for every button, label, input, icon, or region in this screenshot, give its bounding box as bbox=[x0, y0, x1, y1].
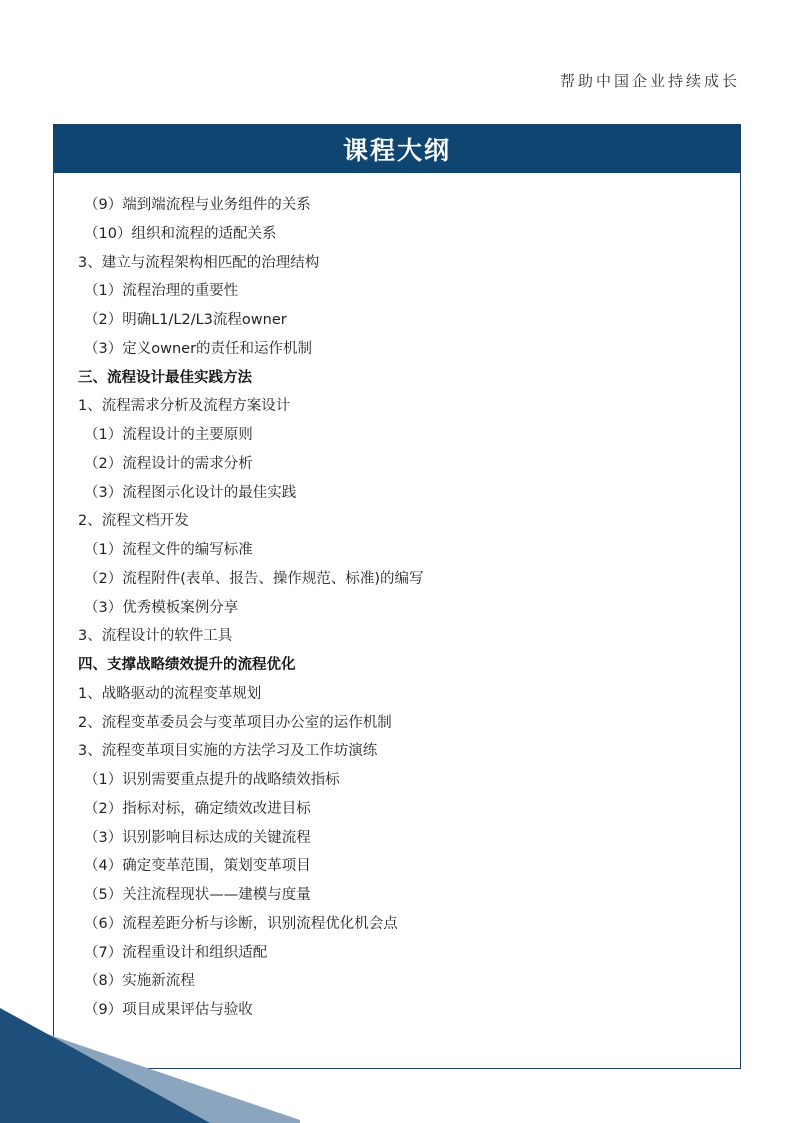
outline-item: 2、流程文档开发 bbox=[78, 513, 189, 530]
outline-item: （9）端到端流程与业务组件的关系 bbox=[84, 197, 311, 213]
outline-item: 1、流程需求分析及流程方案设计 bbox=[78, 398, 291, 415]
outline-item: （2）明确L1/L2/L3流程owner bbox=[84, 312, 287, 328]
outline-item: （7）流程重设计和组织适配 bbox=[84, 944, 268, 961]
outline-item: （5）关注流程现状——建模与度量 bbox=[84, 887, 311, 903]
outline-item: （2）流程附件(表单、报告、操作规范、标准)的编写 bbox=[84, 570, 424, 587]
outline-frame bbox=[53, 124, 741, 1069]
outline-item: 2、流程变革委员会与变革项目办公室的运作机制 bbox=[78, 714, 392, 731]
outline-item: （3）识别影响目标达成的关键流程 bbox=[84, 829, 311, 846]
outline-item: （1）流程治理的重要性 bbox=[84, 283, 239, 300]
outline-item: 3、流程设计的软件工具 bbox=[78, 628, 233, 645]
outline-item: （1）识别需要重点提升的战略绩效指标 bbox=[84, 772, 340, 788]
deco-dark-stripe bbox=[0, 1008, 210, 1123]
tagline: 帮助中国企业持续成长 bbox=[559, 72, 740, 90]
outline-item: （1）流程设计的主要原则 bbox=[84, 427, 253, 443]
outline-item: （9）项目成果评估与验收 bbox=[84, 1002, 253, 1018]
banner-title: 课程大纲 bbox=[342, 136, 451, 165]
outline-item: （2）指标对标，确定绩效改进目标 bbox=[84, 800, 311, 817]
outline-item: （10）组织和流程的适配关系 bbox=[84, 225, 277, 242]
corner-decoration bbox=[0, 1008, 320, 1123]
section-heading: 三、流程设计最佳实践方法 bbox=[78, 369, 252, 386]
outline-item: （3）定义owner的责任和运作机制 bbox=[84, 340, 313, 357]
outline-item: （6）流程差距分析与诊断，识别流程优化机会点 bbox=[84, 915, 398, 932]
outline-item: 3、流程变革项目实施的方法学习及工作坊演练 bbox=[78, 743, 378, 760]
outline-item: 3、建立与流程架构相匹配的治理结构 bbox=[78, 254, 320, 271]
outline-item: （3）流程图示化设计的最佳实践 bbox=[84, 484, 297, 501]
course-outline bbox=[78, 191, 730, 1025]
outline-item: （1）流程文件的编写标准 bbox=[84, 542, 253, 558]
outline-item: 1、战略驱动的流程变革规划 bbox=[78, 685, 262, 702]
section-heading: 四、支撑战略绩效提升的流程优化 bbox=[78, 657, 296, 673]
outline-item: （8）实施新流程 bbox=[84, 973, 195, 990]
outline-item: （3）优秀模板案例分享 bbox=[84, 599, 239, 616]
section-banner bbox=[54, 125, 740, 173]
outline-item: （2）流程设计的需求分析 bbox=[84, 455, 253, 472]
outline-item: （4）确定变革范围，策划变革项目 bbox=[84, 858, 311, 875]
